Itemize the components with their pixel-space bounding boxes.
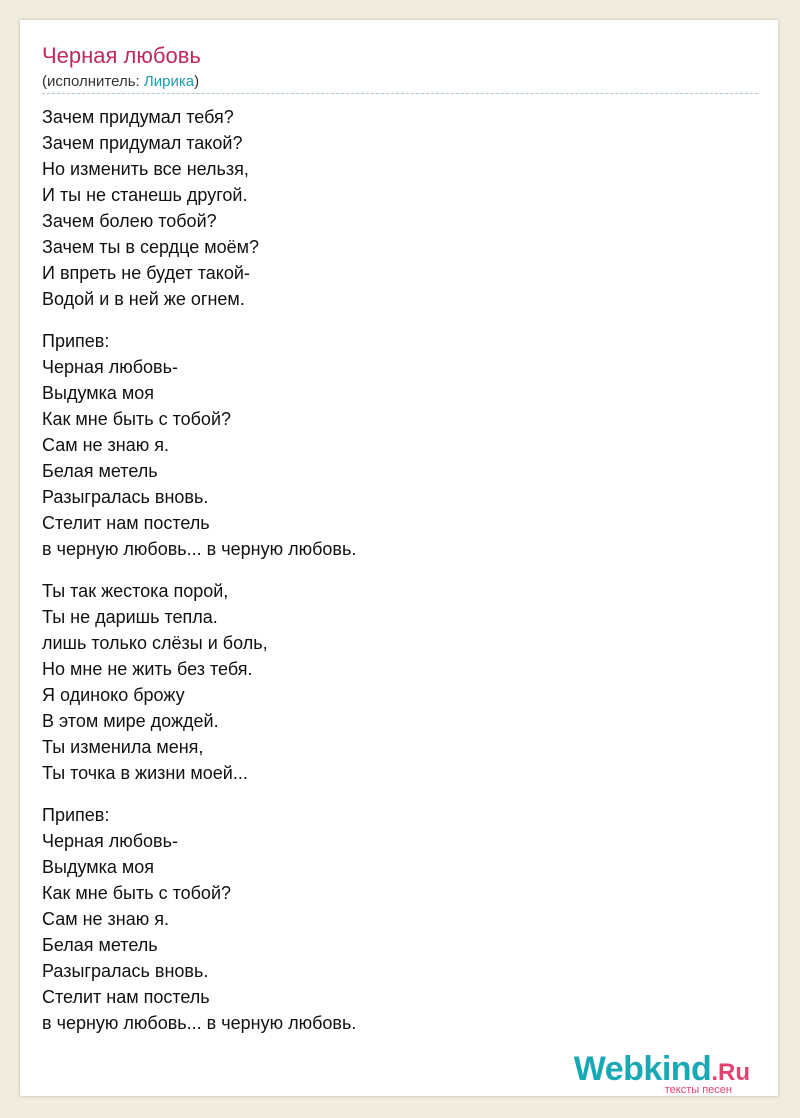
lyric-line: Но мне не жить без тебя. [42, 659, 253, 679]
lyric-line: Зачем придумал тебя? [42, 107, 234, 127]
lyric-line: Ты точка в жизни моей... [42, 763, 248, 783]
lyric-line: в черную любовь... в черную любовь. [42, 1013, 357, 1033]
divider [42, 93, 758, 94]
lyric-line: Зачем придумал такой? [42, 133, 243, 153]
lyric-line: Водой и в ней же огнем. [42, 289, 245, 309]
lyric-line: Припев: [42, 331, 110, 351]
lyric-line: Белая метель [42, 461, 158, 481]
lyric-line: Разыгралась вновь. [42, 487, 209, 507]
logo-tagline: тексты песен [664, 1084, 732, 1096]
lyric-line: Выдумка моя [42, 383, 155, 403]
lyric-line: Разыгралась вновь. [42, 961, 209, 981]
lyric-line: Но изменить все нельзя, [42, 159, 249, 179]
lyric-line: Стелит нам постель [42, 513, 210, 533]
lyric-line: Ты не даришь тепла. [42, 607, 218, 627]
lyric-line: лишь только слёзы и боль, [42, 633, 268, 653]
lyric-line: Ты так жестока порой, [42, 581, 229, 601]
stanza-gap [42, 312, 752, 328]
lyric-line: Зачем болею тобой? [42, 211, 217, 231]
lyric-line: И ты не станешь другой. [42, 185, 248, 205]
lyric-line: И впреть не будет такой- [42, 263, 250, 283]
artist-link[interactable]: Лирика [143, 73, 195, 90]
lyric-line: Сам не знаю я. [42, 909, 169, 929]
logo-tld: .Ru [711, 1059, 750, 1086]
stanza-gap [42, 786, 752, 802]
lyrics-body [42, 104, 752, 1036]
lyric-line: Черная любовь- [42, 831, 178, 851]
lyric-line: Белая метель [42, 935, 158, 955]
lyric-line: Зачем ты в сердце моём? [42, 237, 260, 257]
site-logo[interactable] [573, 1050, 750, 1096]
artist-suffix: ) [194, 73, 200, 90]
lyrics-sheet [20, 20, 778, 1096]
artist-prefix: (исполнитель: [42, 73, 144, 90]
artist-line [42, 73, 199, 90]
lyric-line: Я одиноко брожу [42, 685, 185, 705]
lyric-line: Ты изменила меня, [42, 737, 204, 757]
stanza-gap [42, 562, 752, 578]
lyric-line: Припев: [42, 805, 110, 825]
lyric-line: Черная любовь- [42, 357, 178, 377]
lyric-line: Как мне быть с тобой? [42, 409, 232, 429]
lyric-line: Выдумка моя [42, 857, 155, 877]
logo-name: Webkind [573, 1050, 712, 1088]
lyric-line: в черную любовь... в черную любовь. [42, 539, 357, 559]
lyric-line: Стелит нам постель [42, 987, 210, 1007]
song-title: Черная любовь [42, 43, 201, 68]
lyric-line: Сам не знаю я. [42, 435, 169, 455]
lyric-line: В этом мире дождей. [42, 711, 219, 731]
lyric-line: Как мне быть с тобой? [42, 883, 232, 903]
